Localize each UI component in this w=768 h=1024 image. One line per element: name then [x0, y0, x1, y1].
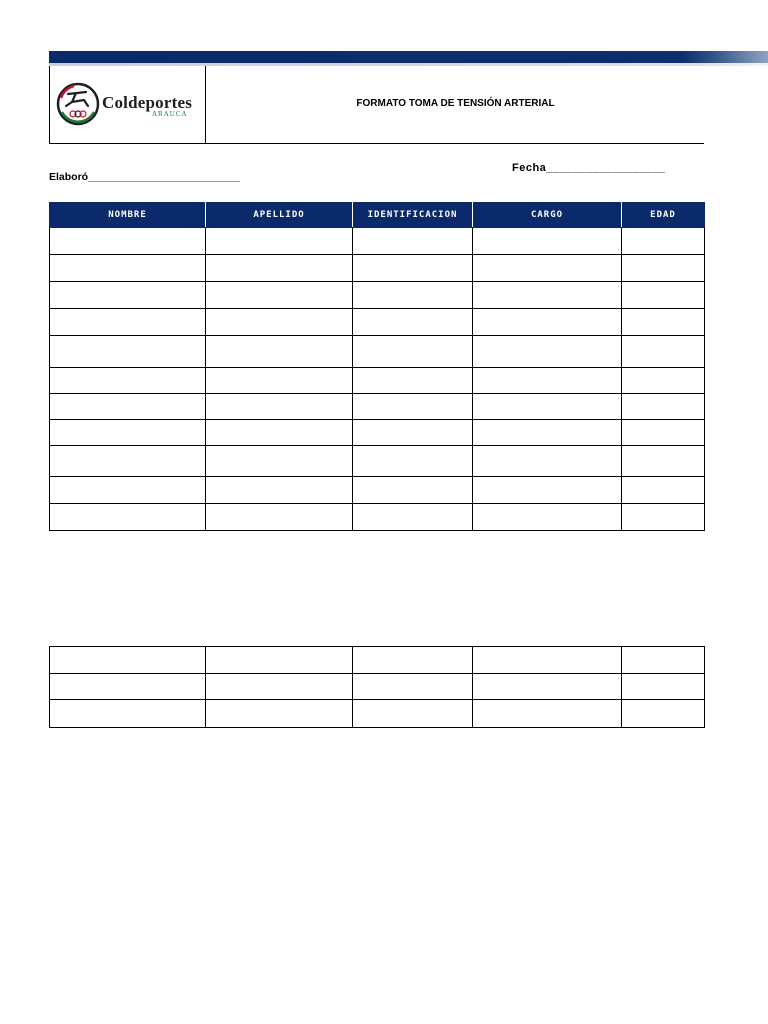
cell-identificacion[interactable]: [353, 700, 473, 728]
brand-name: Coldeportes: [102, 93, 193, 112]
cell-apellido[interactable]: [206, 394, 353, 420]
cell-edad[interactable]: [622, 394, 705, 420]
cell-edad[interactable]: [622, 446, 705, 477]
cell-nombre[interactable]: [50, 446, 206, 477]
table-row: [50, 394, 705, 420]
extra-table-body: [50, 647, 705, 728]
cell-cargo[interactable]: [473, 420, 622, 446]
cell-identificacion[interactable]: [353, 504, 473, 531]
table-row: [50, 420, 705, 446]
cell-cargo[interactable]: [473, 368, 622, 394]
cell-nombre[interactable]: [50, 282, 206, 309]
table-row: [50, 674, 705, 700]
cell-nombre[interactable]: [50, 368, 206, 394]
cell-cargo[interactable]: [473, 700, 622, 728]
cell-identificacion[interactable]: [353, 647, 473, 674]
cell-identificacion[interactable]: [353, 446, 473, 477]
table-row: [50, 504, 705, 531]
cell-apellido[interactable]: [206, 477, 353, 504]
cell-nombre[interactable]: [50, 647, 206, 674]
coldeportes-logo-icon: [56, 82, 102, 128]
column-header-apellido: APELLIDO: [206, 203, 353, 228]
table-row: [50, 228, 705, 255]
column-header-nombre: NOMBRE: [50, 203, 206, 228]
cell-cargo[interactable]: [473, 309, 622, 336]
document-title: FORMATO TOMA DE TENSIÓN ARTERIAL: [356, 98, 555, 109]
cell-edad[interactable]: [622, 368, 705, 394]
cell-nombre[interactable]: [50, 394, 206, 420]
cell-cargo[interactable]: [473, 336, 622, 368]
cell-cargo[interactable]: [473, 477, 622, 504]
cell-apellido[interactable]: [206, 282, 353, 309]
cell-cargo[interactable]: [473, 255, 622, 282]
cell-apellido[interactable]: [206, 336, 353, 368]
cell-cargo[interactable]: [473, 394, 622, 420]
cell-nombre[interactable]: [50, 336, 206, 368]
cell-edad[interactable]: [622, 420, 705, 446]
extra-table: [49, 646, 705, 728]
cell-identificacion[interactable]: [353, 228, 473, 255]
cell-cargo[interactable]: [473, 674, 622, 700]
cell-identificacion[interactable]: [353, 368, 473, 394]
logo-cell: [50, 66, 206, 143]
cell-apellido[interactable]: [206, 700, 353, 728]
cell-nombre[interactable]: [50, 309, 206, 336]
column-header-identificacion: IDENTIFICACION: [353, 203, 473, 228]
cell-nombre[interactable]: [50, 255, 206, 282]
patients-table-body: [50, 228, 705, 531]
cell-edad[interactable]: [622, 309, 705, 336]
cell-edad[interactable]: [622, 700, 705, 728]
cell-identificacion[interactable]: [353, 394, 473, 420]
document-header: [49, 66, 704, 144]
top-accent-bar: [49, 51, 768, 63]
cell-edad[interactable]: [622, 282, 705, 309]
cell-apellido[interactable]: [206, 674, 353, 700]
table-row: [50, 700, 705, 728]
cell-identificacion[interactable]: [353, 420, 473, 446]
cell-edad[interactable]: [622, 336, 705, 368]
table-row: [50, 309, 705, 336]
cell-edad[interactable]: [622, 674, 705, 700]
table-row: [50, 255, 705, 282]
cell-cargo[interactable]: [473, 647, 622, 674]
cell-identificacion[interactable]: [353, 336, 473, 368]
cell-apellido[interactable]: [206, 309, 353, 336]
cell-nombre[interactable]: [50, 674, 206, 700]
cell-nombre[interactable]: [50, 420, 206, 446]
cell-edad[interactable]: [622, 228, 705, 255]
cell-edad[interactable]: [622, 504, 705, 531]
column-header-cargo: CARGO: [473, 203, 622, 228]
cell-nombre[interactable]: [50, 477, 206, 504]
cell-cargo[interactable]: [473, 504, 622, 531]
cell-edad[interactable]: [622, 255, 705, 282]
cell-cargo[interactable]: [473, 228, 622, 255]
brand-subtitle: ARAUCA: [152, 110, 188, 118]
cell-identificacion[interactable]: [353, 255, 473, 282]
patients-table: [49, 202, 705, 531]
cell-identificacion[interactable]: [353, 477, 473, 504]
fecha-field[interactable]: Fecha__________________: [512, 162, 666, 174]
cell-edad[interactable]: [622, 647, 705, 674]
table-header-row: [50, 203, 705, 228]
cell-apellido[interactable]: [206, 228, 353, 255]
elaboro-field[interactable]: Elaboró__________________________: [49, 171, 240, 183]
cell-apellido[interactable]: [206, 255, 353, 282]
cell-apellido[interactable]: [206, 446, 353, 477]
cell-nombre[interactable]: [50, 504, 206, 531]
cell-identificacion[interactable]: [353, 309, 473, 336]
document-title-cell: [206, 66, 705, 143]
cell-nombre[interactable]: [50, 228, 206, 255]
cell-nombre[interactable]: [50, 700, 206, 728]
cell-identificacion[interactable]: [353, 282, 473, 309]
table-row: [50, 446, 705, 477]
table-row: [50, 336, 705, 368]
cell-apellido[interactable]: [206, 420, 353, 446]
table-row: [50, 647, 705, 674]
cell-cargo[interactable]: [473, 282, 622, 309]
column-header-edad: EDAD: [622, 203, 705, 228]
cell-apellido[interactable]: [206, 368, 353, 394]
cell-apellido[interactable]: [206, 647, 353, 674]
cell-cargo[interactable]: [473, 446, 622, 477]
table-row: [50, 477, 705, 504]
table-row: [50, 368, 705, 394]
table-row: [50, 282, 705, 309]
cell-edad[interactable]: [622, 477, 705, 504]
cell-apellido[interactable]: [206, 504, 353, 531]
cell-identificacion[interactable]: [353, 674, 473, 700]
